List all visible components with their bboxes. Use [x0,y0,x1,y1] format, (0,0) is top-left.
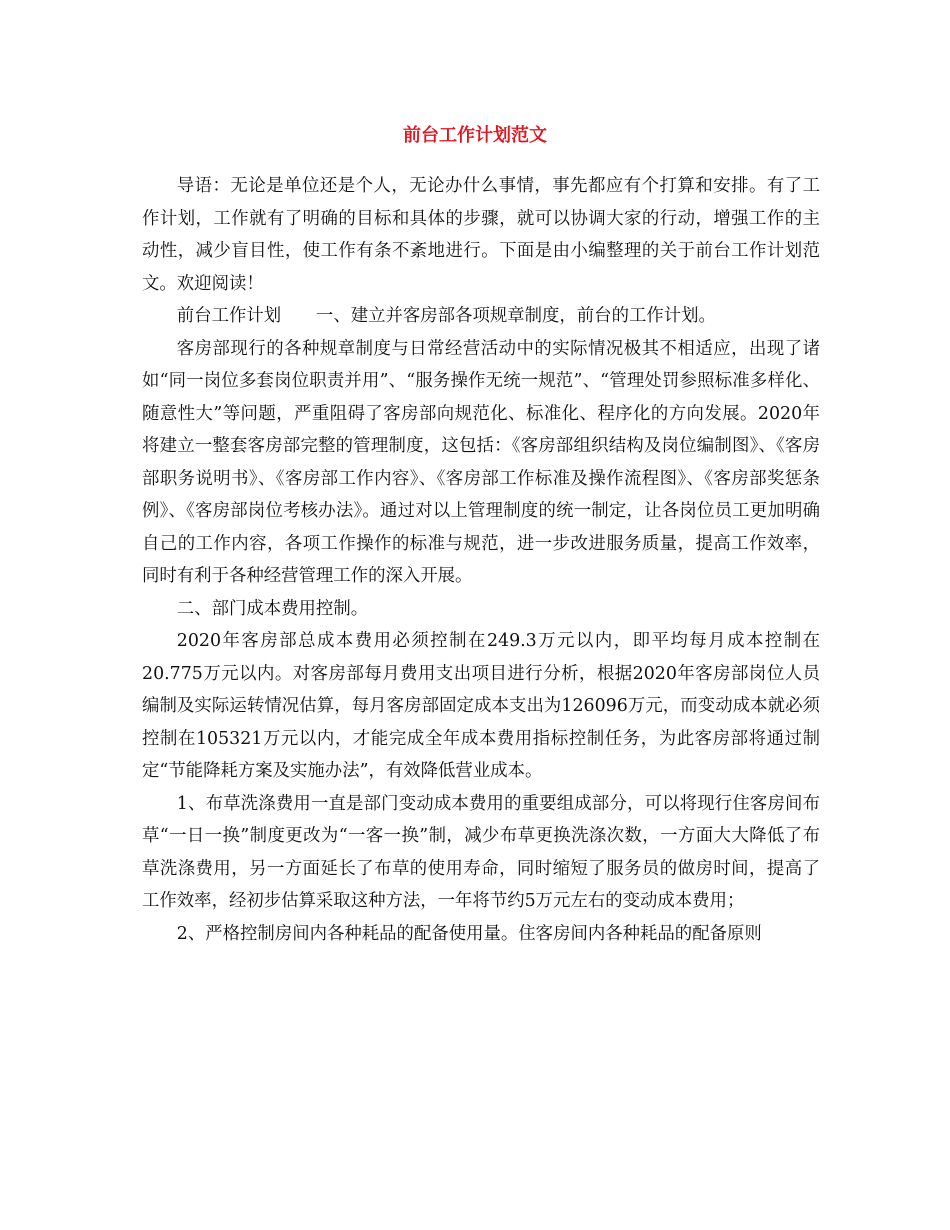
paragraph-section-1-body: 客房部现行的各种规章制度与日常经营活动中的实际情况极其不相适应，出现了诸如“同一岗位多套岗位职责并用”、“服务操作无统一规范”、“管理处罚参照标准多样化、随意性大”等问题，严重阻碍了客房部向规范化、标准化、程序化的方向发展。2020年将建立一整套客房部完整的管理制度，这包括：《客房部组织结构及岗位编制图》、《客房部职务说明书》、《客房部工作内容》、《客房部工作标准及操作流程图》、《客房部奖惩条例》、《客房部岗位考核办法》。通过对以上管理制度的统一制定，让各岗位员工更加明确自己的工作内容，各项工作操作的标准与规范，进一步改进服务质量，提高工作效率，同时有利于各种经营管理工作的深入开展。 [142,338,820,586]
paragraph-section-2-body: 2020年客房部总成本费用必须控制在249.3万元以内，即平均每月成本控制在20.775万元以内。对客房部每月费用支出项目进行分析，根据2020年客房部岗位人员编制及实际运转情况估算，每月客房部固定成本支出为126096万元，而变动成本就必须控制在105321万元以内，才能完成全年成本费用指标控制任务，为此客房部将通过制定“节能降耗方案及实施办法”，有效降低营业成本。 [142,631,820,781]
paragraph-section-1-heading: 前台工作计划 一、建立并客房部各项规章制度，前台的工作计划。 [176,306,716,326]
document-body [142,170,820,950]
paragraph-intro: 导语：无论是单位还是个人，无论办什么事情，事先都应有个打算和安排。有了工作计划，工作就有了明确的目标和具体的步骤，就可以协调大家的行动，增强工作的主动性，减少盲目性，使工作有条不紊地进行。下面是由小编整理的关于前台工作计划范文。欢迎阅读！ [142,176,820,294]
paragraph-section-2-heading: 二、部门成本费用控制。 [176,598,369,619]
paragraph-item-2: 2、严格控制房间内各种耗品的配备使用量。住客房间内各种耗品的配备原则 [176,923,762,944]
document-title: 前台工作计划范文 [403,125,547,146]
paragraph-item-1: 1、布草洗涤费用一直是部门变动成本费用的重要组成部分，可以将现行住客房间布草“一日一换”制度更改为“一客一换”制，减少布草更换洗涤次数，一方面大大降低了布草洗涤费用，另一方面延长了布草的使用寿命，同时缩短了服务员的做房时间，提高了工作效率，经初步估算采取这种方法，一年将节约5万元左右的变动成本费用； [142,793,820,911]
